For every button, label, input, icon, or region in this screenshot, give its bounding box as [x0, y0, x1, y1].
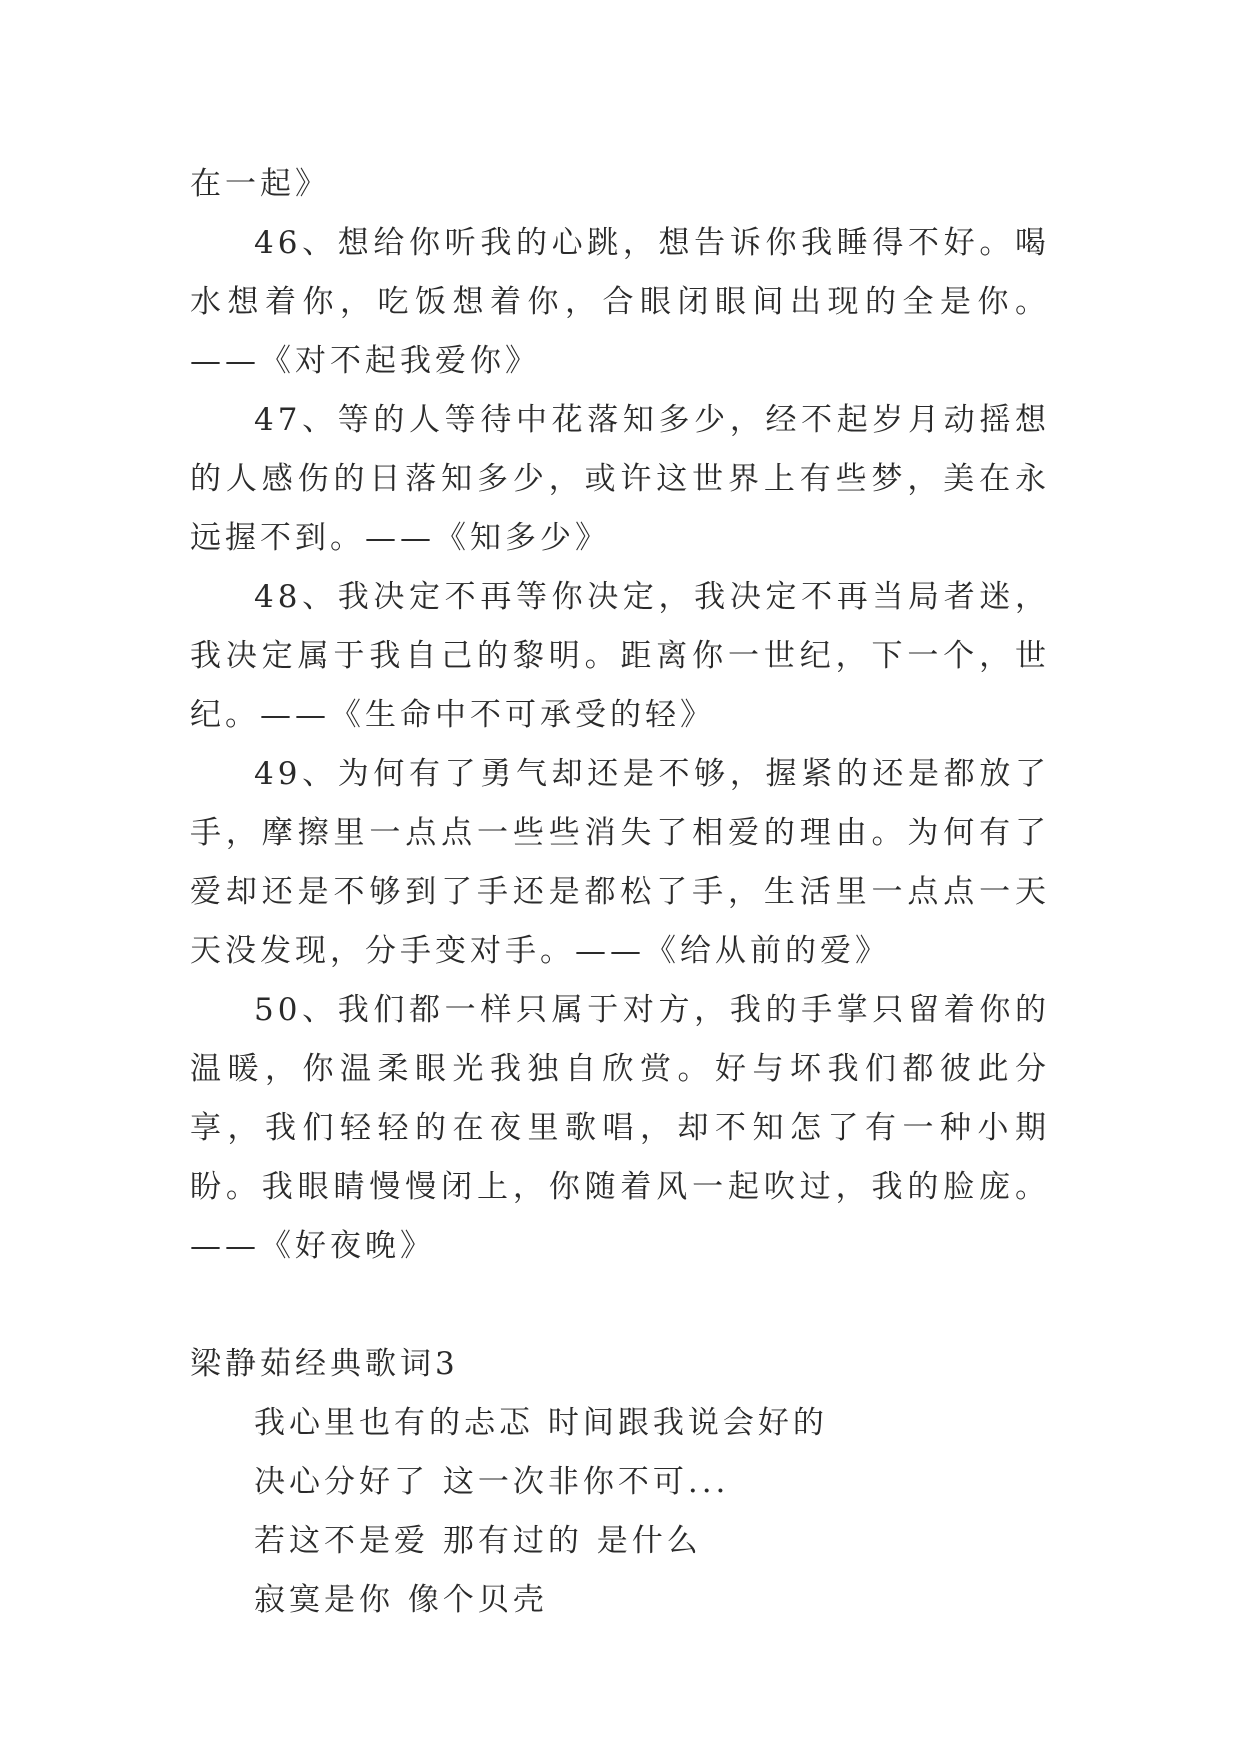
lyric-quote-49: 49、为何有了勇气却还是不够，握紧的还是都放了手，摩擦里一点点一些些消失了相爱的理由。为何有了爱却还是不够到了手还是都松了手，生活里一点点一天天没发现，分手变对手。——《给从前的爱》 — [190, 756, 1050, 969]
continuation-line: 在一起》 — [190, 166, 330, 202]
document-body — [190, 155, 1050, 1630]
section-heading: 梁静茹经典歌词3 — [190, 1346, 459, 1382]
lyric-line: 若这不是爱 那有过的 是什么 — [254, 1523, 702, 1559]
lyric-quote-46: 46、想给你听我的心跳，想告诉你我睡得不好。喝水想着你，吃饭想着你，合眼闭眼间出现的全是你。——《对不起我爱你》 — [190, 225, 1050, 379]
lyric-line: 寂寞是你 像个贝壳 — [254, 1582, 548, 1618]
lyric-quote-47: 47、等的人等待中花落知多少，经不起岁月动摇想的人感伤的日落知多少，或许这世界上有些梦，美在永远握不到。——《知多少》 — [190, 402, 1050, 556]
lyric-quote-48: 48、我决定不再等你决定，我决定不再当局者迷，我决定属于我自己的黎明。距离你一世纪，下一个，世纪。——《生命中不可承受的轻》 — [190, 579, 1050, 733]
lyric-quote-50: 50、我们都一样只属于对方，我的手掌只留着你的温暖，你温柔眼光我独自欣赏。好与坏我们都彼此分享，我们轻轻的在夜里歌唱，却不知怎了有一种小期盼。我眼睛慢慢闭上，你随着风一起吹过，我的脸庞。——《好夜晚》 — [190, 992, 1050, 1264]
lyric-line: 我心里也有的忐忑 时间跟我说会好的 — [254, 1405, 828, 1441]
lyric-line: 决心分好了 这一次非你不可... — [254, 1464, 730, 1500]
